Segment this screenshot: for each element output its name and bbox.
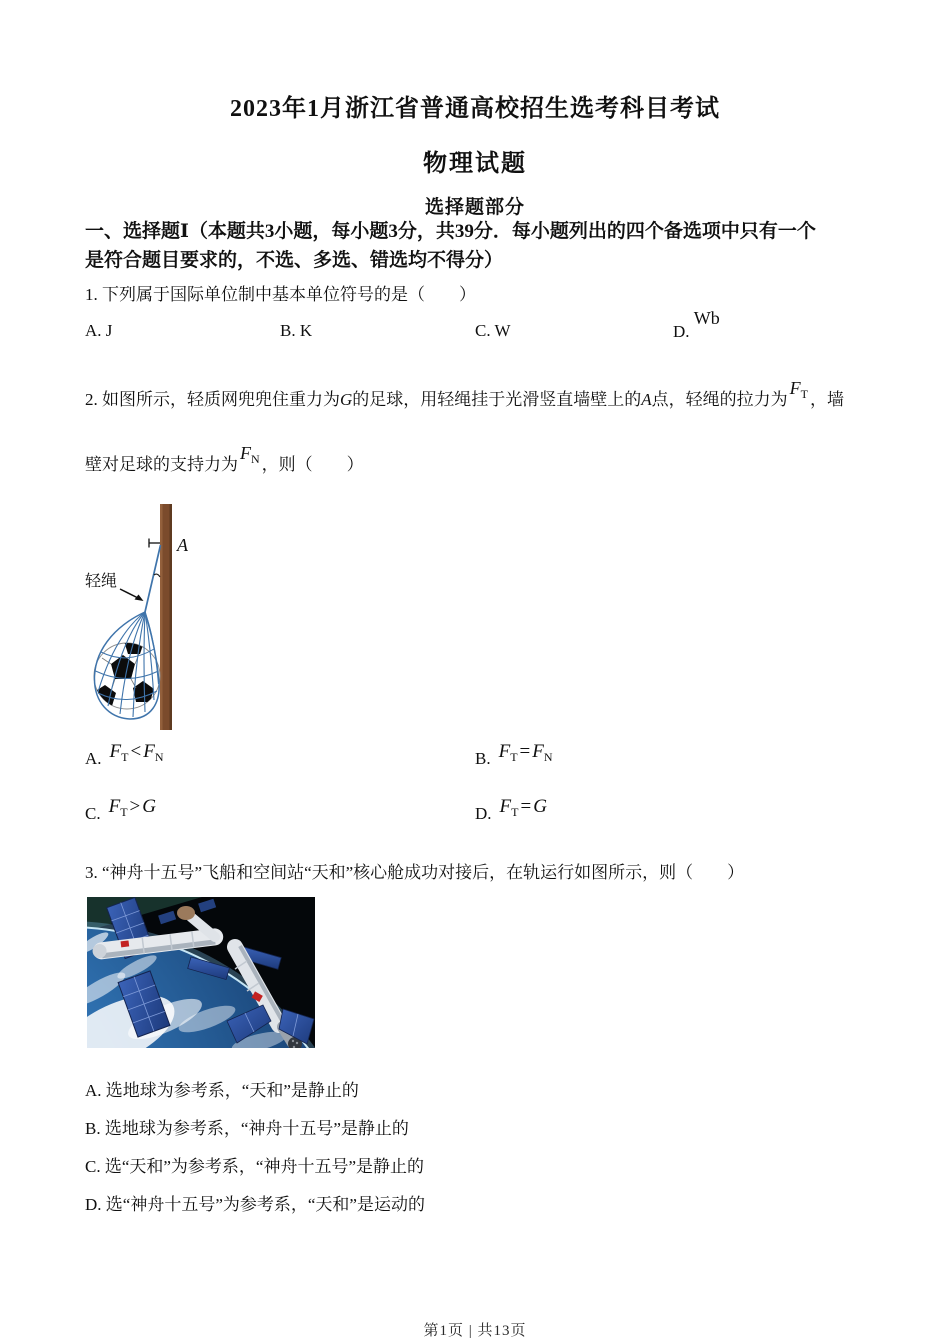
option-text: K — [299, 321, 313, 340]
question-1-option-c — [475, 321, 511, 341]
option-label: D. — [85, 1195, 102, 1214]
angle-arc — [154, 574, 160, 577]
option-text: 选地球为参考系，“天和”是静止的 — [105, 1081, 359, 1100]
football-net-figure — [85, 500, 275, 733]
question-2-stem-line2 — [85, 443, 875, 478]
question-3-option-c — [85, 1152, 424, 1177]
wall-shade — [170, 504, 173, 730]
option-text: J — [105, 321, 113, 340]
option-label: C. — [85, 804, 101, 823]
option-text: Wb — [693, 308, 720, 328]
option-label: C. — [85, 1157, 101, 1176]
option-label: B. — [475, 749, 491, 768]
stem-text: ，墙 — [810, 390, 845, 409]
wall-highlight — [160, 504, 163, 730]
formula-FN — [238, 443, 262, 467]
option-formula — [110, 741, 164, 765]
question-2-option-d — [475, 796, 547, 827]
option-label: B. — [280, 321, 296, 340]
question-1-option-b — [280, 321, 312, 341]
page-footer: 第1页 | 共13页 — [423, 1323, 527, 1339]
question-3-option-b — [85, 1114, 409, 1139]
question-2-stem-line1 — [85, 378, 875, 413]
formula-base: F — [789, 378, 801, 398]
exam-subject-title: 物理试题 — [423, 151, 527, 177]
stem-text: ，则（ ） — [261, 455, 364, 474]
option-label: D. — [475, 804, 492, 823]
option-label: C. — [475, 321, 491, 340]
rope-label: 轻绳 — [85, 573, 118, 590]
section-header: 选择题部分 — [424, 197, 525, 218]
option-label: A. — [85, 321, 102, 340]
option-label: A. — [85, 1081, 102, 1100]
symbol-A: A — [641, 390, 652, 409]
stem-text: 壁对足球的支持力为 — [85, 455, 238, 474]
question-1-option-a — [85, 321, 112, 341]
formula-sub: T — [510, 750, 518, 764]
formula-base: F — [108, 796, 121, 817]
rope — [145, 545, 161, 612]
question-2-option-a — [85, 741, 164, 772]
question-3-stem: 3. “神舟十五号”飞船和空间站“天和”核心舱成功对接后，在轨运行如图所示，则（ ） — [85, 863, 745, 882]
formula-sub: N — [154, 750, 164, 764]
formula-base: G — [142, 796, 156, 817]
formula-base: F — [499, 796, 512, 817]
question-2-option-b — [475, 741, 553, 772]
formula-operator: > — [129, 796, 141, 817]
formula-base: G — [533, 796, 547, 817]
option-text: 选“神舟十五号”为参考系，“天和”是运动的 — [105, 1195, 425, 1214]
formula-sub: T — [511, 805, 519, 819]
option-label: A. — [85, 749, 102, 768]
part1-instructions-line1: 一、选择题Ⅰ（本题共3小题，每小题3分，共39分．每小题列出的四个备选项中只有一个 — [85, 221, 816, 242]
option-formula — [500, 796, 547, 820]
point-a-label: A — [177, 535, 188, 555]
option-label: B. — [85, 1119, 101, 1138]
formula-base: F — [532, 741, 544, 762]
formula-base: F — [143, 741, 155, 762]
part1-instructions-line2: 是符合题目要求的，不选、多选、错选均不得分） — [85, 250, 504, 271]
formula-sub: T — [121, 750, 129, 764]
option-formula — [499, 741, 553, 765]
question-1-stem: 1. 下列属于国际单位制中基本单位符号的是（ ） — [85, 285, 476, 304]
formula-base: F — [498, 741, 511, 762]
option-text: 选地球为参考系，“神舟十五号”是静止的 — [104, 1119, 409, 1138]
option-text: W — [494, 321, 511, 340]
formula-base: F — [109, 741, 122, 762]
formula-operator: = — [520, 796, 532, 817]
formula-operator: < — [130, 741, 142, 762]
question-3-option-d — [85, 1190, 425, 1215]
option-formula — [109, 796, 156, 820]
stem-text: 2. 如图所示，轻质网兜兜住重力为 — [85, 390, 340, 409]
formula-sub: T — [120, 805, 128, 819]
stem-text: 点，轻绳的拉力为 — [651, 390, 788, 409]
formula-operator: = — [519, 741, 531, 762]
symbol-G: G — [340, 390, 353, 409]
formula-sub: N — [543, 750, 553, 764]
formula-sub: N — [251, 452, 260, 466]
question-1-option-d — [673, 308, 720, 342]
option-text: 选“天和”为参考系，“神舟十五号”是静止的 — [104, 1157, 425, 1176]
formula-sub: T — [800, 387, 809, 401]
question-3-option-a — [85, 1076, 359, 1101]
stem-text: 的足球，用轻绳挂于光滑竖直墙壁上的 — [352, 390, 642, 409]
formula-FT — [788, 378, 810, 402]
question-2-option-c — [85, 796, 156, 827]
formula-base: F — [240, 443, 251, 463]
space-station-photo — [87, 897, 315, 1048]
exam-title: 2023年1月浙江省普通高校招生选考科目考试 — [230, 96, 720, 122]
option-label: D. — [673, 322, 690, 341]
